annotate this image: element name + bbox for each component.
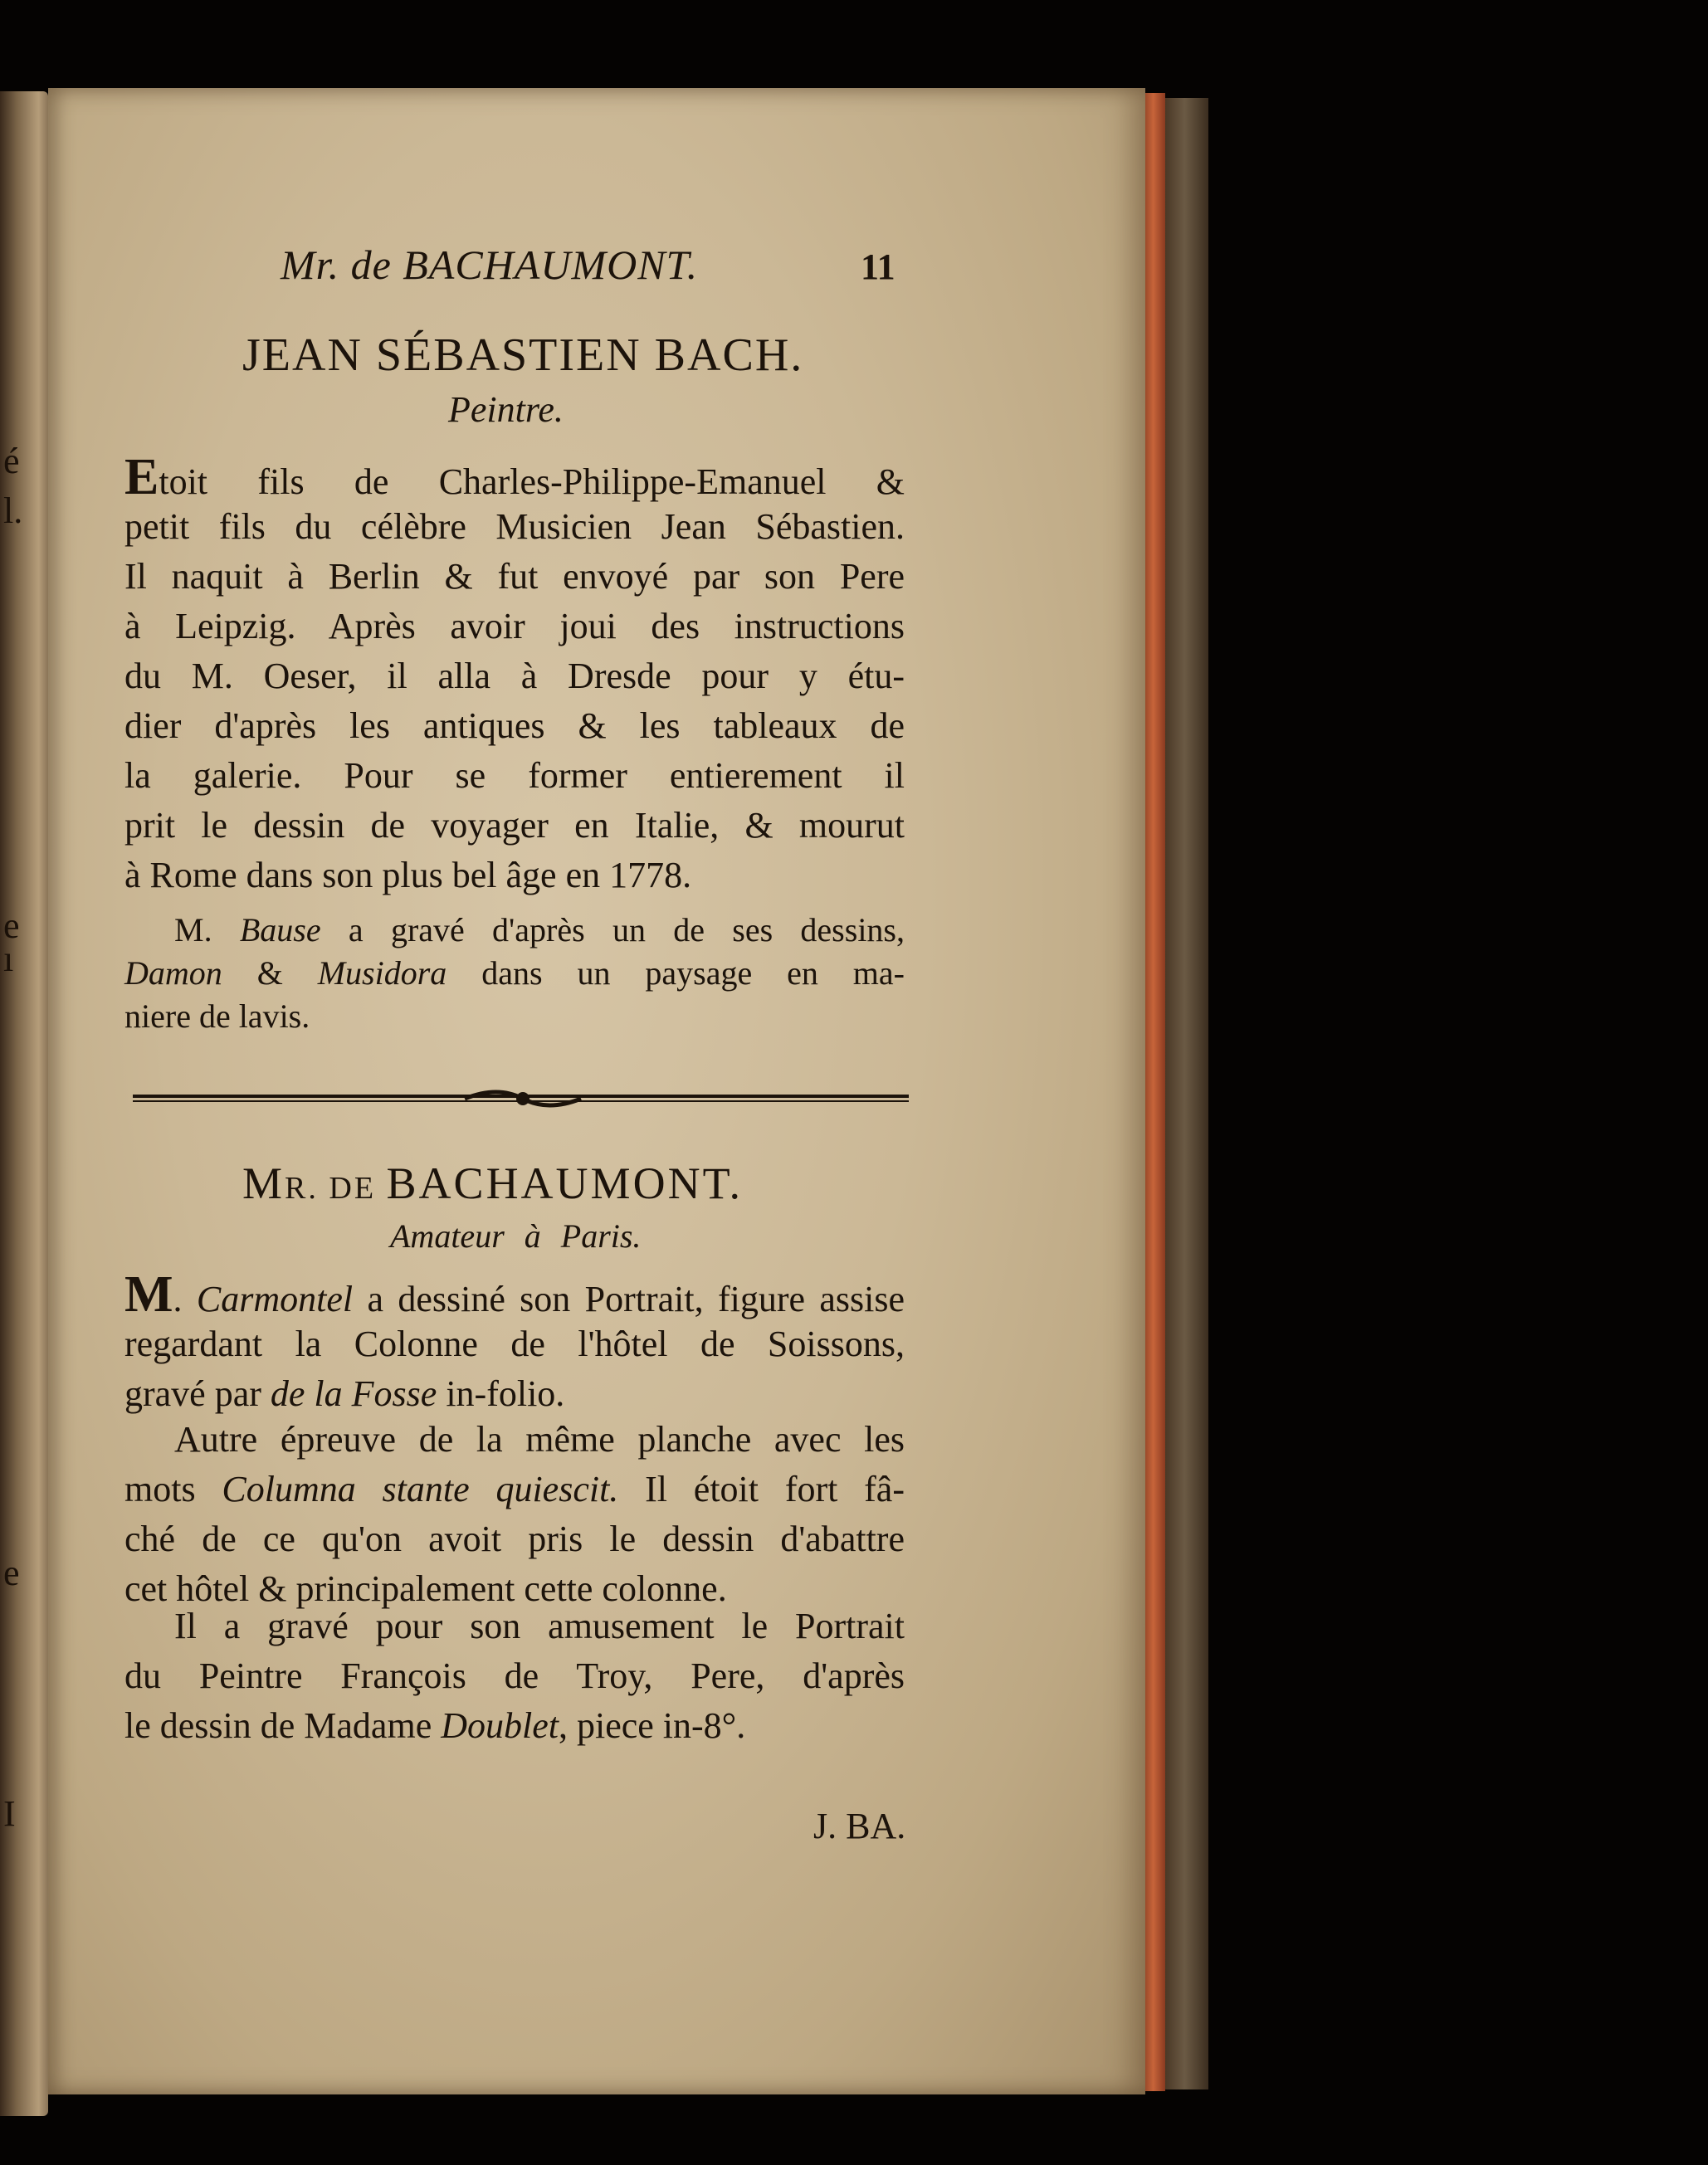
bachaumont-paragraph-1 (124, 1266, 905, 1419)
entry-subheading-bach: Peintre. (448, 389, 564, 430)
entry-heading-bach: JEAN SÉBASTIEN BACH. (242, 329, 804, 381)
text-line: regardant la Colonne de l'hôtel de Soissons, (124, 1324, 905, 1364)
page-number: 11 (861, 246, 895, 287)
text-line: du M. Oeser, il alla à Dresde pour y étu- (124, 656, 905, 696)
page-edges (1145, 93, 1165, 2091)
catchword: J. BA. (813, 1806, 906, 1846)
text-line: à Leipzig. Après avoir joui des instructions (124, 606, 905, 646)
facing-page-fragment: ı (3, 939, 14, 979)
running-title: Mr. de BACHAUMONT. (281, 241, 699, 288)
text-line: M. Bause a gravé d'après un de ses dessins, (174, 911, 905, 948)
bachaumont-paragraph-2 (124, 1415, 905, 1614)
bach-paragraph-2 (124, 909, 905, 1038)
entry-heading-bachaumont: MR. DE BACHAUMONT. (242, 1158, 744, 1208)
text-line: dier d'après les antiques & les tableaux de (124, 705, 905, 746)
section-ornament-rule (133, 1087, 909, 1110)
book-binding (1165, 98, 1208, 2089)
text-line: la galerie. Pour se former entierement il (124, 755, 905, 796)
drop-cap: E (124, 449, 159, 505)
text-line: ché de ce qu'on avoit pris le dessin d'abattre (124, 1519, 905, 1559)
text-line: Autre épreuve de la même planche avec les (174, 1419, 905, 1460)
facing-page-fragment: é (3, 441, 20, 481)
text-line: à Rome dans son plus bel âge en 1778. (124, 855, 692, 895)
text-line: petit fils du célèbre Musicien Jean Sébastien. (124, 506, 905, 547)
text-line: Damon & Musidora dans un paysage en ma- (124, 954, 905, 992)
facing-page-fragment: e (3, 905, 20, 946)
bach-paragraph-1 (124, 449, 905, 900)
text-line: M. Carmontel a dessiné son Portrait, figure assise (124, 1266, 905, 1323)
drop-cap: M (124, 1266, 173, 1323)
text-line: Il a gravé pour son amusement le Portrait (174, 1606, 905, 1646)
facing-page-fragment: e (3, 1553, 20, 1593)
facing-page-fragment: I (3, 1793, 16, 1834)
text-line: niere de lavis. (124, 997, 310, 1035)
text-line: du Peintre François de Troy, Pere, d'après (124, 1655, 905, 1696)
facing-page-fragment: l. (3, 490, 23, 531)
facing-page-edge (0, 91, 48, 2116)
text-line: le dessin de Madame Doublet, piece in-8°. (124, 1705, 746, 1746)
text-line: gravé par de la Fosse in-folio. (124, 1373, 565, 1414)
text-line: cet hôtel & principalement cette colonne. (124, 1568, 727, 1609)
text-line: Il naquit à Berlin & fut envoyé par son Pere (124, 556, 905, 597)
text-line: prit le dessin de voyager en Italie, & mourut (124, 805, 905, 846)
entry-subheading-bachaumont: Amateur à Paris. (390, 1217, 642, 1255)
text-line: mots Columna stante quiescit. Il étoit fort fâ- (124, 1469, 905, 1509)
text-line: Etoit fils de Charles-Philippe-Emanuel & (124, 449, 905, 505)
bachaumont-paragraph-3 (124, 1602, 905, 1751)
